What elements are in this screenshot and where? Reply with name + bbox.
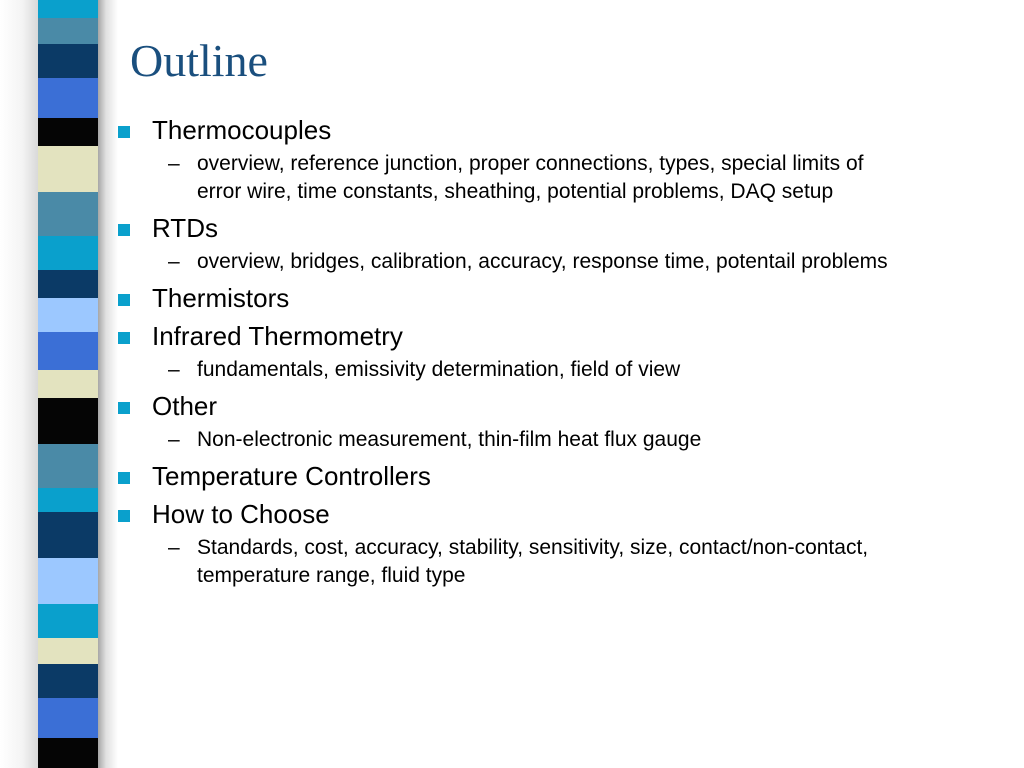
- list-item: [118, 460, 958, 492]
- decorative-stripe: [38, 0, 98, 768]
- stripe-band: [38, 738, 98, 768]
- stripe-band: [38, 370, 98, 398]
- stripe-band: [38, 44, 98, 78]
- outline-list: [118, 114, 958, 590]
- square-bullet-icon: [118, 126, 130, 138]
- sub-item-text: Non-electronic measurement, thin-film heat flux gauge: [197, 428, 702, 451]
- list-item: [118, 320, 958, 352]
- stripe-band: [38, 488, 98, 512]
- sub-item: [118, 150, 897, 206]
- sub-item: [118, 426, 897, 454]
- square-bullet-icon: [118, 472, 130, 484]
- square-bullet-icon: [118, 294, 130, 306]
- stripe-band: [38, 698, 98, 738]
- dash-icon: –: [168, 536, 180, 559]
- list-item-label: Thermistors: [152, 283, 290, 313]
- dash-icon: –: [168, 428, 180, 451]
- square-bullet-icon: [118, 510, 130, 522]
- sub-item-text: overview, reference junction, proper connections, types, special limits of error wire, time constants, sheathing, potential problems, DAQ setup: [197, 152, 864, 203]
- stripe-band: [38, 146, 98, 192]
- stripe-band: [38, 398, 98, 444]
- stripe-band: [38, 558, 98, 604]
- stripe-band: [38, 0, 98, 18]
- sub-item: [118, 248, 897, 276]
- list-item: [118, 114, 958, 146]
- stripe-band: [38, 298, 98, 332]
- sub-item-text: overview, bridges, calibration, accuracy, response time, potentail problems: [197, 250, 888, 273]
- list-item-label: Thermocouples: [152, 115, 332, 145]
- stripe-band: [38, 18, 98, 44]
- stripe-band: [38, 236, 98, 270]
- list-item: [118, 212, 958, 244]
- sub-item-text: Standards, cost, accuracy, stability, sensitivity, size, contact/non-contact, temperature range, fluid type: [197, 536, 869, 587]
- stripe-band: [38, 118, 98, 146]
- stripe-band: [38, 638, 98, 664]
- stripe-band: [38, 512, 98, 558]
- dash-icon: –: [168, 250, 180, 273]
- stripe-left-edge: [0, 0, 38, 768]
- slide-title: Outline: [130, 35, 268, 86]
- stripe-band: [38, 664, 98, 698]
- list-item-label: How to Choose: [152, 499, 330, 529]
- stripe-band: [38, 192, 98, 236]
- square-bullet-icon: [118, 332, 130, 344]
- stripe-band: [38, 444, 98, 488]
- stripe-band: [38, 270, 98, 298]
- dash-icon: –: [168, 358, 180, 381]
- list-item: [118, 390, 958, 422]
- sub-item: [118, 356, 897, 384]
- sub-item-text: fundamentals, emissivity determination, field of view: [197, 358, 681, 381]
- dash-icon: –: [168, 152, 180, 175]
- stripe-shadow: [98, 0, 118, 768]
- square-bullet-icon: [118, 402, 130, 414]
- stripe-band: [38, 604, 98, 638]
- stripe-band: [38, 78, 98, 118]
- list-item-label: Other: [152, 391, 218, 421]
- square-bullet-icon: [118, 224, 130, 236]
- stripe-band: [38, 332, 98, 370]
- sub-item: [118, 534, 897, 590]
- list-item-label: Infrared Thermometry: [152, 321, 403, 351]
- list-item: [118, 498, 958, 530]
- list-item-label: RTDs: [152, 213, 218, 243]
- list-item: [118, 282, 958, 314]
- list-item-label: Temperature Controllers: [152, 461, 431, 491]
